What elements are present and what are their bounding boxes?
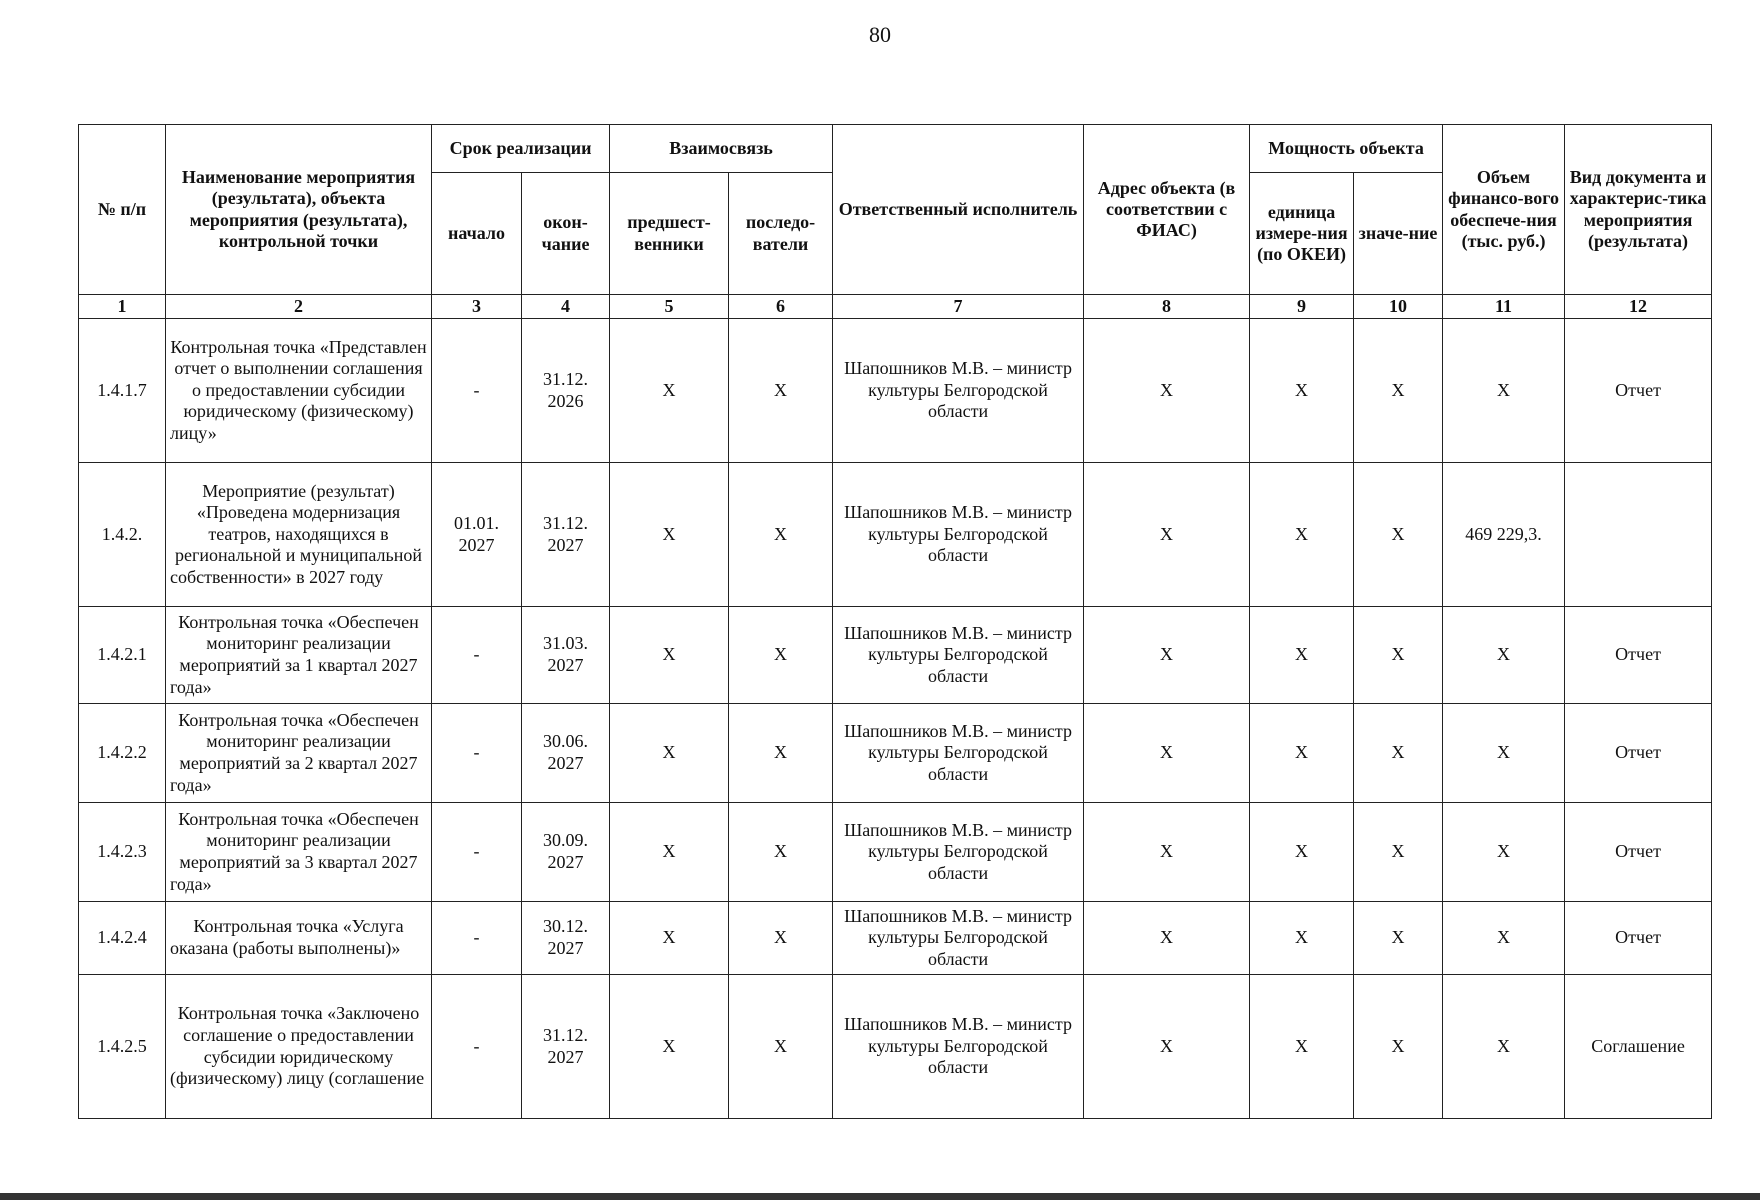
row-name: Мероприятие (результат) «Проведена модернизация театров, находящихся в региональной и муниципальной собственности» в 2027 году	[166, 463, 432, 607]
column-number: 5	[610, 295, 729, 319]
column-number: 3	[432, 295, 522, 319]
row-number: 1.4.2.5	[79, 975, 166, 1119]
row-successors: X	[729, 704, 833, 803]
row-value: X	[1354, 975, 1443, 1119]
row-executor: Шапошников М.В. – министр культуры Белгородской области	[833, 975, 1084, 1119]
row-number: 1.4.1.7	[79, 319, 166, 463]
row-finance: X	[1443, 975, 1565, 1119]
header-row-top	[79, 125, 1712, 173]
row-address: X	[1084, 704, 1250, 803]
row-address: X	[1084, 463, 1250, 607]
page-number: 80	[869, 22, 891, 47]
row-number: 1.4.2.4	[79, 902, 166, 975]
row-unit: X	[1250, 975, 1354, 1119]
implementation-plan-table	[78, 124, 1712, 1119]
row-end: 30.06. 2027	[522, 704, 610, 803]
header-executor: Ответственный исполнитель	[833, 125, 1084, 295]
header-predecessors: предшест-венники	[610, 173, 729, 295]
table-row	[79, 607, 1712, 704]
row-executor: Шапошников М.В. – министр культуры Белгородской области	[833, 704, 1084, 803]
row-end: 31.12. 2026	[522, 319, 610, 463]
row-unit: X	[1250, 902, 1354, 975]
row-unit: X	[1250, 319, 1354, 463]
row-predecessors: X	[610, 607, 729, 704]
column-number: 1	[79, 295, 166, 319]
row-start: -	[432, 704, 522, 803]
header-unit: единица измере-ния (по ОКЕИ)	[1250, 173, 1354, 295]
row-start: -	[432, 902, 522, 975]
row-address: X	[1084, 975, 1250, 1119]
row-name: Контрольная точка «Обеспечен мониторинг реализации мероприятий за 3 квартал 2027 года»	[166, 803, 432, 902]
row-start: -	[432, 975, 522, 1119]
row-executor: Шапошников М.В. – министр культуры Белгородской области	[833, 463, 1084, 607]
row-value: X	[1354, 607, 1443, 704]
row-document: Отчет	[1565, 319, 1712, 463]
row-predecessors: X	[610, 975, 729, 1119]
row-successors: X	[729, 319, 833, 463]
row-successors: X	[729, 463, 833, 607]
row-predecessors: X	[610, 902, 729, 975]
table-row	[79, 803, 1712, 902]
row-successors: X	[729, 902, 833, 975]
row-document: Отчет	[1565, 607, 1712, 704]
column-number: 11	[1443, 295, 1565, 319]
row-value: X	[1354, 803, 1443, 902]
header-successors: последо-ватели	[729, 173, 833, 295]
header-address: Адрес объекта (в соответствии с ФИАС)	[1084, 125, 1250, 295]
row-start: -	[432, 607, 522, 704]
column-number: 8	[1084, 295, 1250, 319]
column-number: 6	[729, 295, 833, 319]
row-unit: X	[1250, 463, 1354, 607]
row-number: 1.4.2.1	[79, 607, 166, 704]
row-document: Соглашение	[1565, 975, 1712, 1119]
header-relation-group: Взаимосвязь	[610, 125, 833, 173]
row-name: Контрольная точка «Обеспечен мониторинг реализации мероприятий за 1 квартал 2027 года»	[166, 607, 432, 704]
row-address: X	[1084, 803, 1250, 902]
row-successors: X	[729, 803, 833, 902]
table-row	[79, 463, 1712, 607]
row-predecessors: X	[610, 463, 729, 607]
row-start: -	[432, 803, 522, 902]
row-executor: Шапошников М.В. – министр культуры Белгородской области	[833, 902, 1084, 975]
header-document-type: Вид документа и характерис-тика мероприятия (результата)	[1565, 125, 1712, 295]
header-number: № п/п	[79, 125, 166, 295]
header-end: окон-чание	[522, 173, 610, 295]
row-name: Контрольная точка «Заключено соглашение о предоставлении субсидии юридическому (физическому) лицу (соглашение	[166, 975, 432, 1119]
row-predecessors: X	[610, 704, 729, 803]
bottom-scan-edge	[0, 1193, 1760, 1200]
row-number: 1.4.2.2	[79, 704, 166, 803]
row-start: 01.01. 2027	[432, 463, 522, 607]
column-number: 2	[166, 295, 432, 319]
row-document	[1565, 463, 1712, 607]
row-number: 1.4.2.3	[79, 803, 166, 902]
row-end: 30.12. 2027	[522, 902, 610, 975]
row-executor: Шапошников М.В. – министр культуры Белгородской области	[833, 803, 1084, 902]
row-executor: Шапошников М.В. – министр культуры Белгородской области	[833, 319, 1084, 463]
row-end: 31.12. 2027	[522, 463, 610, 607]
row-end: 30.09. 2027	[522, 803, 610, 902]
table-row	[79, 704, 1712, 803]
header-capacity-group: Мощность объекта	[1250, 125, 1443, 173]
row-finance: X	[1443, 319, 1565, 463]
row-finance: X	[1443, 803, 1565, 902]
row-start: -	[432, 319, 522, 463]
row-address: X	[1084, 319, 1250, 463]
row-predecessors: X	[610, 319, 729, 463]
row-unit: X	[1250, 704, 1354, 803]
column-number: 10	[1354, 295, 1443, 319]
row-document: Отчет	[1565, 704, 1712, 803]
row-name: Контрольная точка «Услуга оказана (работы выполнены)»	[166, 902, 432, 975]
row-value: X	[1354, 319, 1443, 463]
row-address: X	[1084, 607, 1250, 704]
row-end: 31.03. 2027	[522, 607, 610, 704]
row-executor: Шапошников М.В. – министр культуры Белгородской области	[833, 607, 1084, 704]
column-number: 4	[522, 295, 610, 319]
header-name: Наименование мероприятия (результата), объекта мероприятия (результата), контрольной точки	[166, 125, 432, 295]
row-unit: X	[1250, 607, 1354, 704]
row-successors: X	[729, 975, 833, 1119]
row-finance: X	[1443, 607, 1565, 704]
row-name: Контрольная точка «Представлен отчет о выполнении соглашения о предоставлении субсидии юридическому (физическому) лицу»	[166, 319, 432, 463]
table-row	[79, 975, 1712, 1119]
row-name: Контрольная точка «Обеспечен мониторинг реализации мероприятий за 2 квартал 2027 года»	[166, 704, 432, 803]
row-document: Отчет	[1565, 803, 1712, 902]
row-successors: X	[729, 607, 833, 704]
table-row	[79, 319, 1712, 463]
row-finance: X	[1443, 902, 1565, 975]
row-number: 1.4.2.	[79, 463, 166, 607]
row-finance: 469 229,3.	[1443, 463, 1565, 607]
row-document: Отчет	[1565, 902, 1712, 975]
column-number: 12	[1565, 295, 1712, 319]
row-unit: X	[1250, 803, 1354, 902]
row-predecessors: X	[610, 803, 729, 902]
row-address: X	[1084, 902, 1250, 975]
header-finance: Объем финансо-вого обеспече-ния (тыс. руб.)	[1443, 125, 1565, 295]
row-value: X	[1354, 902, 1443, 975]
column-number: 9	[1250, 295, 1354, 319]
column-number: 7	[833, 295, 1084, 319]
table-row	[79, 902, 1712, 975]
header-start: начало	[432, 173, 522, 295]
row-end: 31.12. 2027	[522, 975, 610, 1119]
column-number-row	[79, 295, 1712, 319]
row-finance: X	[1443, 704, 1565, 803]
row-value: X	[1354, 463, 1443, 607]
header-value: значе-ние	[1354, 173, 1443, 295]
header-deadline-group: Срок реализации	[432, 125, 610, 173]
row-value: X	[1354, 704, 1443, 803]
